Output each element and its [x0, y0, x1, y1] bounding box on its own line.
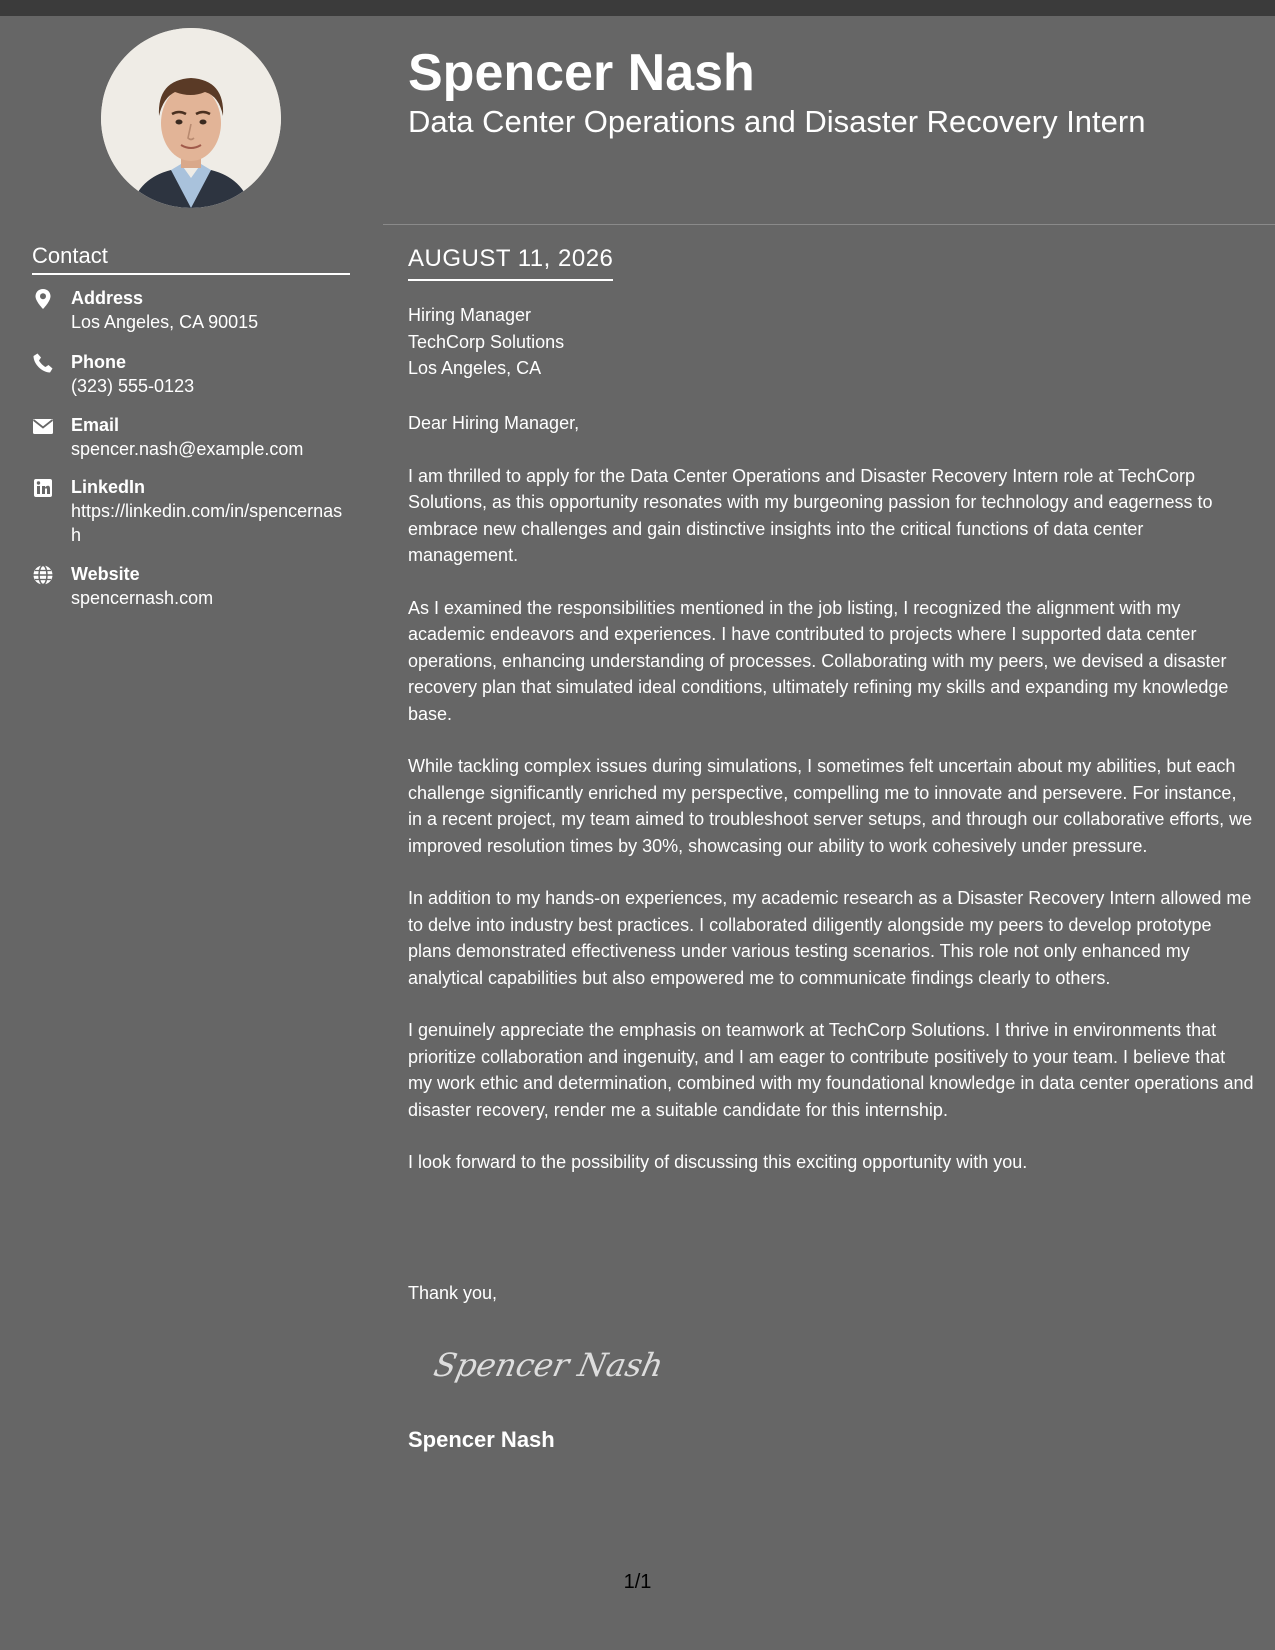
linkedin-icon	[32, 477, 54, 499]
letter-body	[408, 410, 1254, 1202]
letter-paragraph: While tackling complex issues during simulations, I sometimes felt uncertain about my abilities, but each challenge significantly enriched my perspective, compelling me to innovate and persevere. For instance, in a recent project, my team aimed to troubleshoot server setups, and through our collaborative efforts, we improved resolution times by 30%, showcasing our ability to work cohesively under pressure.	[408, 756, 1253, 856]
website-value[interactable]: spencernash.com	[71, 588, 214, 608]
email-value[interactable]: spencer.nash@example.com	[71, 439, 304, 459]
salutation: Dear Hiring Manager,	[408, 413, 580, 433]
email-label: Email	[71, 415, 120, 435]
letter-paragraph: As I examined the responsibilities mentioned in the job listing, I recognized the alignment with my academic endeavors and experiences. I have contributed to projects where I supported data center operations, enhancing understanding of processes. Collaborating with my peers, we devised a disaster recovery plan that simulated ideal conditions, ultimately refining my skills and expanding my knowledge base.	[408, 597, 1229, 724]
avatar	[101, 28, 281, 208]
header-divider	[383, 224, 1275, 225]
address-label: Address	[71, 288, 144, 308]
envelope-icon	[32, 415, 54, 437]
recipient-block	[408, 302, 564, 382]
closing: Thank you,	[408, 1283, 498, 1303]
signer-name: Spencer Nash	[408, 1427, 555, 1452]
recipient-line: TechCorp Solutions	[408, 331, 565, 352]
recipient-line: Los Angeles, CA	[408, 358, 542, 378]
linkedin-value[interactable]: https://linkedin.com/in/spencernash	[71, 501, 343, 545]
website-label: Website	[71, 564, 140, 584]
letter-date: AUGUST 11, 2026	[408, 243, 613, 281]
globe-icon	[32, 564, 54, 586]
sidebar	[0, 16, 383, 1650]
map-pin-icon	[32, 288, 54, 310]
letter-paragraph: I look forward to the possibility of discussing this exciting opportunity with you.	[408, 1152, 1028, 1172]
phone-value: (323) 555-0123	[71, 376, 195, 396]
applicant-role: Data Center Operations and Disaster Recovery Intern	[408, 104, 1146, 139]
recipient-line: Hiring Manager	[408, 305, 532, 325]
letter-paragraph: I am thrilled to apply for the Data Center Operations and Disaster Recovery Intern role at TechCorp Solutions, as this opportunity resonates with my burgeoning passion for technology and eagerness to embrace new challenges and gain distinctive insights into the critical functions of data center management.	[408, 465, 1213, 565]
address-value: Los Angeles, CA 90015	[71, 312, 259, 332]
signature-text: Spencer Nash	[430, 1346, 667, 1384]
letter-paragraph: I genuinely appreciate the emphasis on teamwork at TechCorp Solutions. I thrive in environments that prioritize collaboration and ingenuity, and I am eager to contribute positively to your team. I believe that my work ethic and determination, combined with my foundational knowledge in data center operations and disaster recovery, render me a suitable candidate for this internship.	[408, 1020, 1254, 1120]
letter-paragraph: In addition to my hands-on experiences, my academic research as a Disaster Recovery Intern allowed me to delve into industry best practices. I collaborated diligently alongside my peers to develop prototype plans demonstrated effectiveness under various testing scenarios. This role not only enhanced my analytical capabilities but also empowered me to communicate findings clearly to others.	[408, 888, 1252, 988]
page-number: 1/1	[623, 1571, 652, 1593]
top-bar	[0, 0, 1275, 16]
applicant-name: Spencer Nash	[408, 44, 755, 102]
phone-label: Phone	[71, 352, 127, 372]
phone-icon	[32, 352, 54, 374]
signature-image	[428, 1330, 668, 1400]
linkedin-label: LinkedIn	[71, 477, 146, 497]
contact-heading: Contact	[32, 241, 350, 275]
